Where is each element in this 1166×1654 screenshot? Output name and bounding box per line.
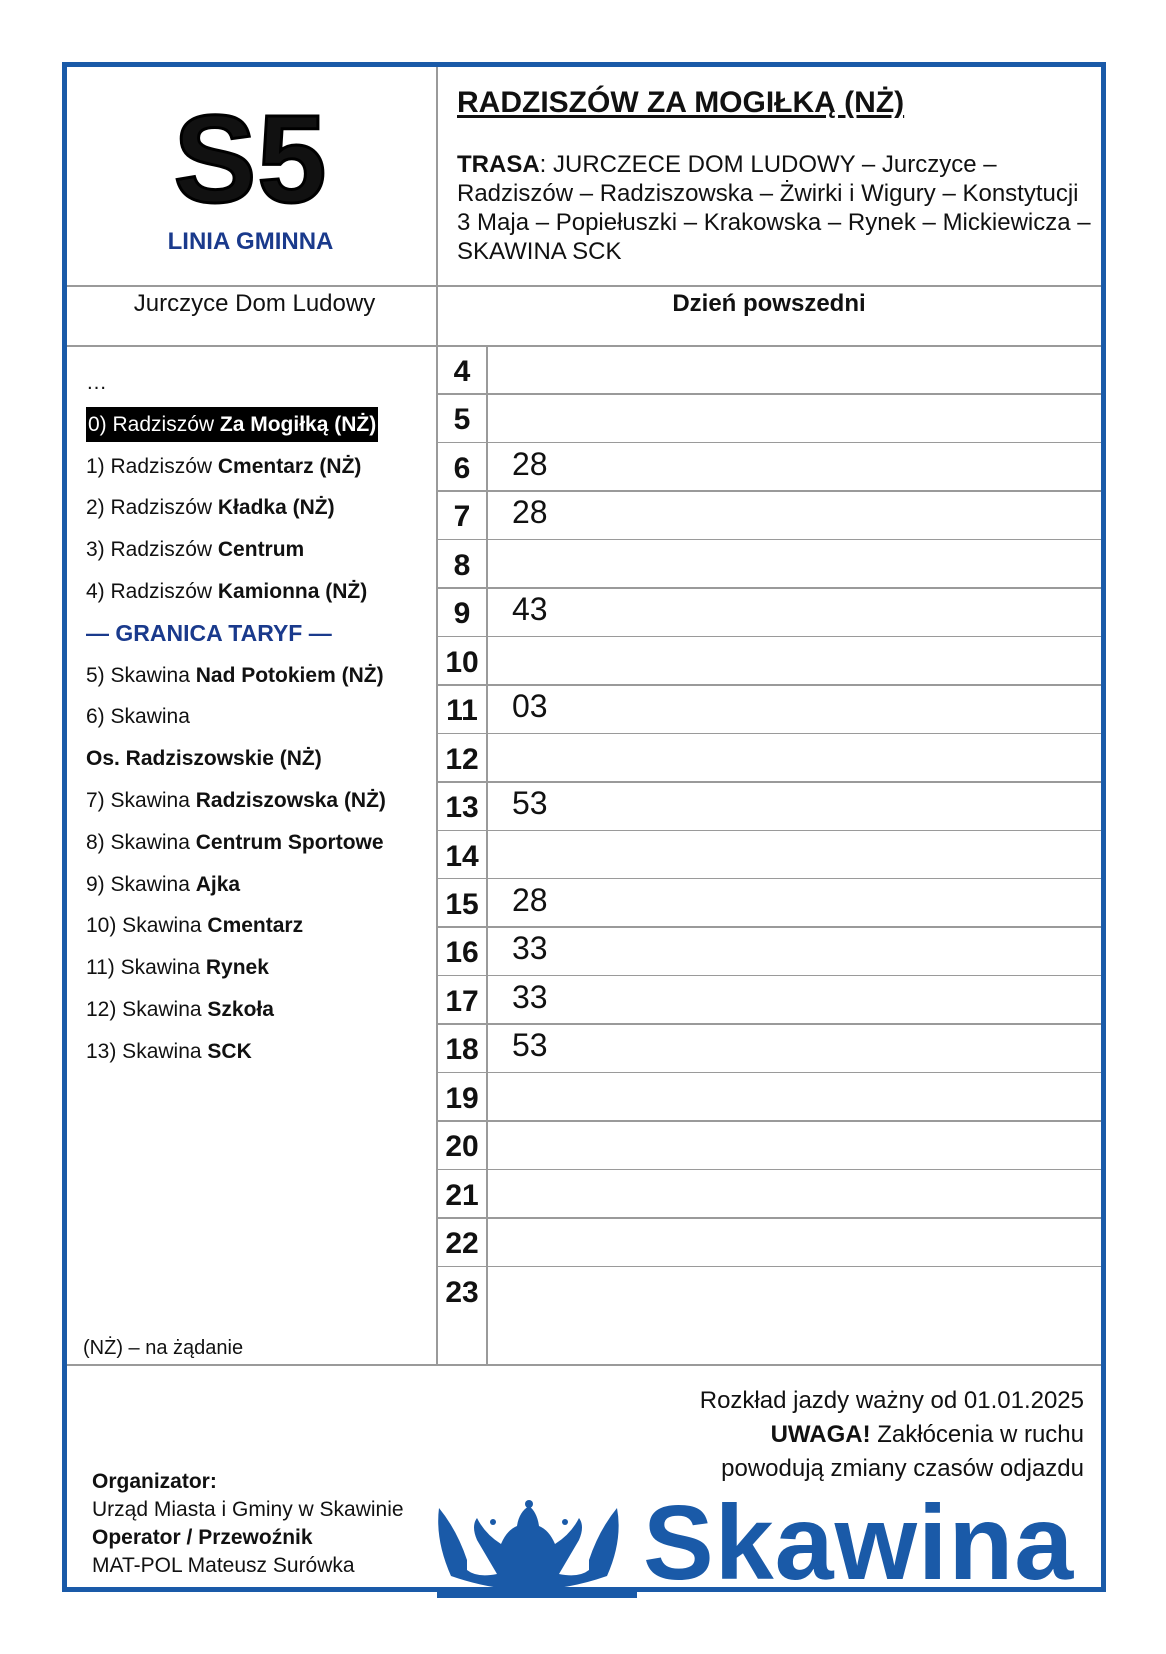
stop-item <box>86 529 426 571</box>
route-label: TRASA <box>457 151 540 178</box>
stop-prefix: 11) Skawina <box>86 956 206 980</box>
stop-item <box>86 1031 426 1073</box>
row-divider <box>437 1120 1101 1122</box>
stop-name: Centrum <box>217 538 305 562</box>
row-divider <box>437 1023 1101 1025</box>
stop-prefix: 13) Skawina <box>86 1039 208 1063</box>
hour-label: 5 <box>453 403 471 437</box>
departure-minutes: 53 <box>512 1027 548 1064</box>
hour-label: 19 <box>445 1081 479 1115</box>
organizer-label: Organizator: <box>92 1470 217 1493</box>
divider <box>67 1364 1101 1366</box>
stop-prefix: 1) Radziszów <box>86 454 218 478</box>
route-description <box>457 150 1097 266</box>
divider <box>67 345 1101 347</box>
stop-prefix: 7) Skawina <box>86 788 196 812</box>
day-type: Dzień powszedni <box>672 290 866 317</box>
organizer-info <box>92 1468 404 1580</box>
stop-item <box>86 738 426 780</box>
operator-name: MAT-POL Mateusz Surówka <box>92 1554 355 1577</box>
stop-name: Za Mogiłką (NŻ) <box>219 412 377 436</box>
hour-label: 17 <box>445 984 479 1018</box>
hour-label: 11 <box>446 694 478 728</box>
stop-prefix: 5) Skawina <box>86 663 196 687</box>
row-divider <box>437 1072 1101 1074</box>
stop-prefix: 2) Radziszów <box>86 496 218 520</box>
stop-title: RADZISZÓW ZA MOGIŁKĄ (NŻ) <box>457 86 905 119</box>
operator-label: Operator / Przewoźnik <box>92 1526 313 1549</box>
hour-label: 21 <box>445 1178 479 1212</box>
departure-minutes: 28 <box>512 494 548 531</box>
stop-item <box>86 571 426 613</box>
stop-name: Radziszowska (NŻ) <box>195 788 386 812</box>
stop-prefix: 6) Skawina <box>86 705 190 729</box>
stop-item-current <box>86 404 426 446</box>
row-divider <box>437 926 1101 928</box>
validity-date: Rozkład jazdy ważny od 01.01.2025 <box>699 1387 1084 1414</box>
stop-prefix: 9) Skawina <box>86 872 196 896</box>
warning-line <box>700 1418 1084 1452</box>
row-divider <box>437 733 1101 735</box>
stop-prefix: 8) Skawina <box>86 830 196 854</box>
hour-label: 23 <box>445 1275 479 1309</box>
line-number: S5 <box>173 91 328 229</box>
stop-item <box>86 864 426 906</box>
on-demand-note: (NŻ) – na żądanie <box>83 1337 244 1359</box>
stop-item <box>86 780 426 822</box>
hour-label: 4 <box>453 355 471 388</box>
stop-item <box>86 989 426 1031</box>
row-divider <box>437 442 1101 444</box>
stop-item <box>86 446 426 488</box>
row-divider <box>437 975 1101 977</box>
stop-name: Kamionna (NŻ) <box>217 579 368 603</box>
hour-label: 7 <box>453 500 471 534</box>
line-type: LINIA GMINNA <box>167 228 334 255</box>
stop-name: Kładka (NŻ) <box>217 496 335 520</box>
row-divider <box>437 830 1101 832</box>
hour-label: 14 <box>445 839 479 873</box>
stop-prefix: 4) Radziszów <box>86 579 218 603</box>
row-divider <box>437 781 1101 783</box>
stop-list <box>86 362 426 1073</box>
row-divider <box>437 490 1101 492</box>
departure-minutes: 28 <box>512 881 548 918</box>
stop-item <box>86 696 426 738</box>
row-divider <box>437 539 1101 541</box>
row-divider <box>437 1266 1101 1268</box>
warning-text-2: powodują zmiany czasów odjazdu <box>721 1455 1084 1482</box>
stop-item <box>86 362 426 404</box>
departure-minutes: 33 <box>512 978 548 1015</box>
stop-name: Nad Potokiem (NŻ) <box>195 663 384 687</box>
row-divider <box>437 587 1101 589</box>
stop-name: Ajka <box>195 872 241 896</box>
departure-minutes: 53 <box>512 785 548 822</box>
hour-label: 15 <box>445 887 479 921</box>
stop-prefix: … <box>86 371 107 394</box>
stop-item <box>86 947 426 989</box>
departure-minutes: 03 <box>512 688 548 725</box>
warning-label: UWAGA! <box>770 1421 871 1448</box>
stop-name: Cmentarz (NŻ) <box>217 454 362 478</box>
stop-name: Centrum Sportowe <box>195 830 384 854</box>
row-divider <box>437 393 1101 395</box>
hour-label: 10 <box>445 645 479 679</box>
row-divider <box>437 1169 1101 1171</box>
stop-name: Cmentarz <box>207 914 304 938</box>
stop-name: SCK <box>207 1039 252 1063</box>
hour-label: 16 <box>445 936 479 970</box>
hour-label: 8 <box>453 548 471 582</box>
stop-prefix: 0) Radziszów <box>88 412 220 436</box>
hour-label: 12 <box>445 742 479 776</box>
validity-info <box>700 1384 1084 1486</box>
divider <box>67 285 1101 287</box>
hour-label: 6 <box>453 451 471 485</box>
departure-minutes: 43 <box>512 591 548 628</box>
logo-text: Skawina <box>643 1484 1075 1602</box>
stop-item <box>86 905 426 947</box>
stop-name: Os. Radziszowskie (NŻ) <box>86 747 322 771</box>
stop-item <box>86 655 426 697</box>
stop-name: Rynek <box>205 956 269 980</box>
warning-text: Zakłócenia w ruchu <box>870 1421 1084 1448</box>
stop-prefix: 12) Skawina <box>86 997 208 1021</box>
row-divider <box>437 684 1101 686</box>
hour-label: 13 <box>445 791 479 825</box>
stop-name: Szkoła <box>207 997 274 1021</box>
hour-label: 22 <box>445 1227 479 1261</box>
stop-item <box>86 822 426 864</box>
row-divider <box>437 636 1101 638</box>
row-divider <box>437 1217 1101 1219</box>
organizer-name: Urząd Miasta i Gminy w Skawinie <box>92 1498 404 1521</box>
row-divider <box>437 878 1101 880</box>
departure-minutes: 33 <box>512 930 548 967</box>
stop-prefix: 3) Radziszów <box>86 538 218 562</box>
route-text: : JURCZECE DOM LUDOWY – Jurczyce – Radziszów – Radziszowska – Żwirki i Wigury – Konstytucji 3 Maja – Popiełuszki – Krakowska – Rynek – Mickiewicza – SKAWINA SCK <box>457 151 1091 265</box>
hour-label: 9 <box>453 597 471 631</box>
stop-item <box>86 487 426 529</box>
tariff-border: — GRANICA TARYF — <box>86 619 332 646</box>
departure-minutes: 28 <box>512 445 548 482</box>
hour-label: 20 <box>445 1130 479 1164</box>
hour-label: 18 <box>445 1033 479 1067</box>
origin-stop: Jurczyce Dom Ludowy <box>133 290 376 317</box>
stop-prefix: 10) Skawina <box>86 914 208 938</box>
